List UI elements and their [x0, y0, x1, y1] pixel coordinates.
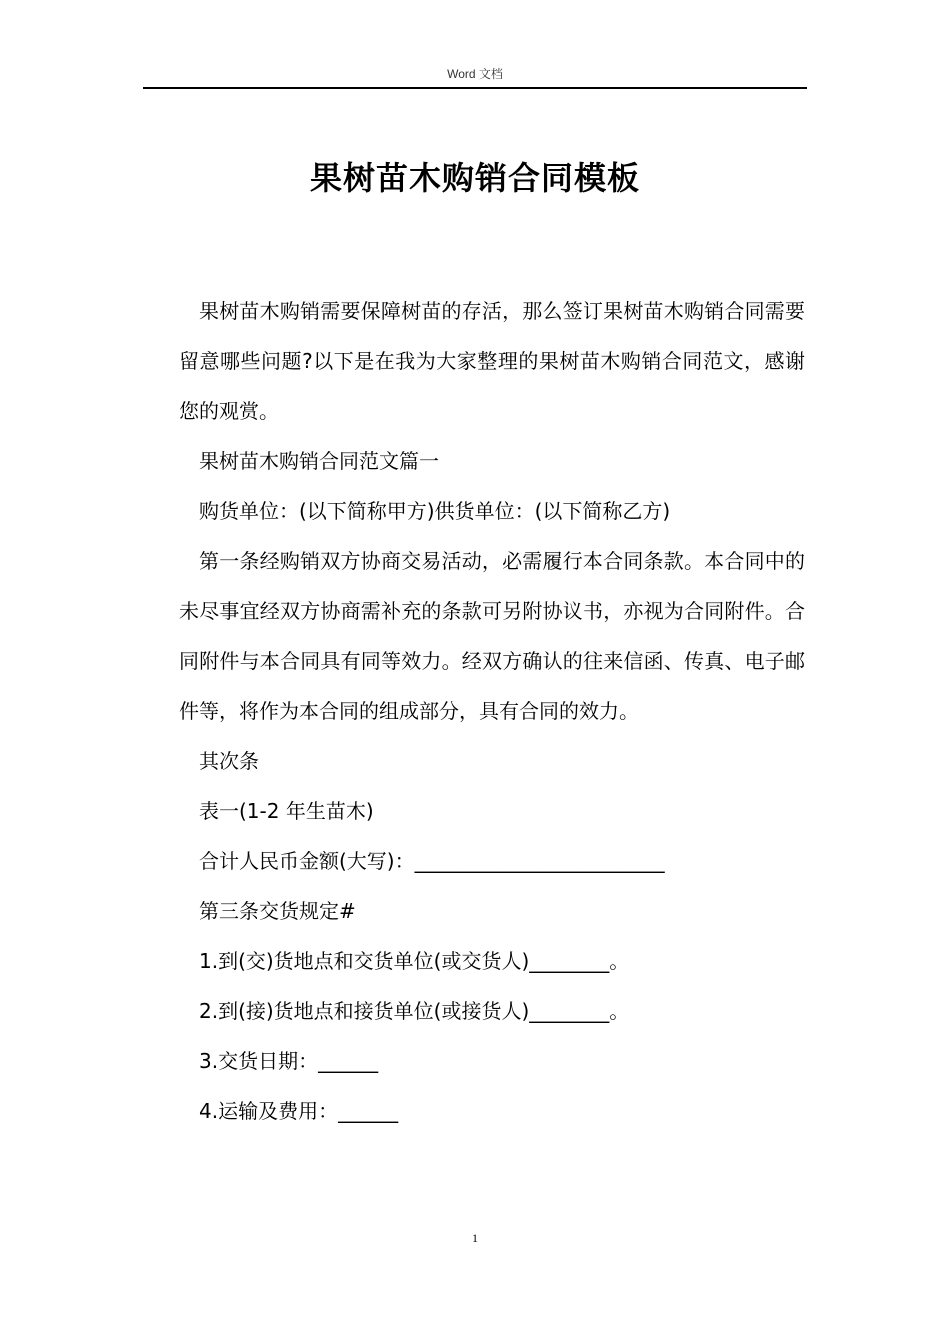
intro-paragraph: 果树苗木购销需要保障树苗的存活，那么签订果树苗木购销合同需要留意哪些问题?以下是在我为大家整理的果树苗木购销合同范文，感谢您的观赏。: [179, 299, 805, 423]
document-title: 果树苗木购销合同模板: [309, 159, 640, 197]
parties-line: 购货单位：(以下简称甲方)供货单位：(以下简称乙方): [199, 499, 671, 523]
delivery-item-1: 1.到(交)货地点和交货单位(或交货人)________。: [199, 949, 630, 973]
total-amount-line: 合计人民币金额(大写)：_________________________: [199, 849, 665, 873]
article-one: 第一条经购销双方协商交易活动，必需履行本合同条款。本合同中的未尽事宜经双方协商需补充的条款可另附协议书，亦视为合同附件。合同附件与本合同具有同等效力。经双方确认的往来信函、传真、电子邮件等，将作为本合同的组成部分，具有合同的效力。: [179, 549, 805, 723]
section-heading: 果树苗木购销合同范文篇一: [199, 449, 439, 473]
header-divider: [143, 87, 807, 89]
delivery-item-2: 2.到(接)货地点和接货单位(或接货人)________。: [199, 999, 630, 1023]
document-body: [179, 286, 805, 1136]
delivery-item-4: 4.运输及费用：______: [199, 1099, 399, 1123]
delivery-item-3: 3.交货日期：______: [199, 1049, 379, 1073]
table-caption: 表一(1-2 年生苗木): [199, 799, 374, 823]
article-two-heading: 其次条: [199, 749, 259, 773]
page-number: 1: [472, 1231, 478, 1245]
article-three-heading: 第三条交货规定#: [199, 899, 356, 923]
page-header: Word 文档: [447, 67, 503, 81]
